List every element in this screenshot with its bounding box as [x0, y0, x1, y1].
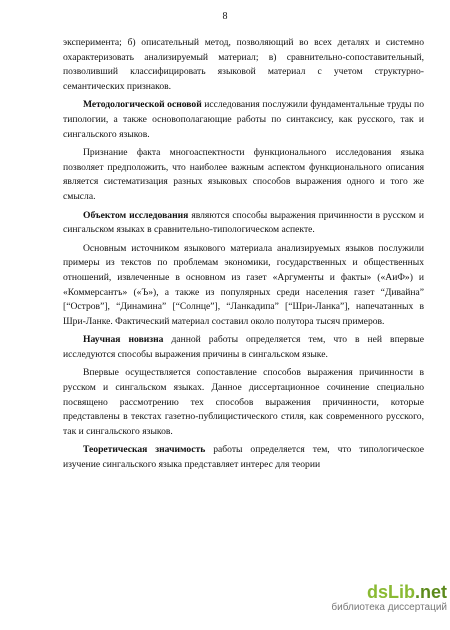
paragraph-comparison	[63, 366, 424, 439]
paragraph-bold-lead: Научная новизна	[83, 334, 164, 346]
paragraph-text: эксперимента; б) описательный метод, позволяющий во всех деталях и системно охарактеризовать анализируемый материал; в) сравнительно-сопоставительный, позволивший классифицировать языковой материал с учетом структурно-семантических признаков.	[63, 37, 424, 92]
paragraph-text: Признание факта многоаспектности функционального исследования языка позволяет предположить, что наиболее важным аспектом функционального описания является систематизация разных языковых способов выражения одного и того же смысла.	[63, 147, 424, 202]
watermark-tagline: библиотека диссертаций	[331, 602, 447, 613]
paragraph-bold-lead: Теоретическая значимость	[83, 444, 206, 456]
watermark-domain-tld: .net	[414, 582, 447, 602]
paragraph-text: являются способы выражения причинности в русском и сингальском языках в сравнительно-типологическом аспекте.	[63, 209, 424, 236]
document-body	[63, 36, 424, 473]
paragraph-theoretical-significance	[63, 443, 424, 472]
paragraph-text: Впервые осуществляется сопоставление способов выражения причинности в русском и сингальском языках. Данное диссертационное сочинение специально посвящено рассмотрению тех способов выражения причинности, которые представлены в текстах газетно-публицистического стиля, как современного русского, так и сингальского языков.	[63, 367, 424, 437]
paragraph-novelty	[63, 333, 424, 362]
dslib-watermark	[317, 582, 447, 614]
page-number: 8	[222, 11, 228, 22]
watermark-domain	[317, 582, 447, 602]
paragraph-text: данной работы определяется тем, что в ней впервые исследуются способы выражения причины в сингальском языке.	[63, 334, 425, 360]
paragraph-bold-lead: Методологической основой	[83, 99, 202, 111]
paragraph-functional-aspect	[63, 146, 424, 204]
paragraph-text: работы определяется тем, что типологическое изучение сингальского языка представляет интерес для теории	[63, 444, 424, 471]
paragraph-text: исследования послужили фундаментальные труды по типологии, а также основополагающие работы по синтаксису, как русского, так и сингальского языков.	[63, 99, 424, 140]
watermark-domain-main: dsLib	[366, 582, 415, 602]
paragraph-material-sources	[63, 242, 424, 330]
paragraph-research-object	[63, 209, 424, 238]
paragraph-bold-lead: Объектом исследования	[83, 209, 189, 221]
paragraph-text: Основным источником языкового материала анализируемых языков послужили примеры из текстов по проблемам экономики, государственных и общественных отношений, извлеченные в основном из газет «Аргументы и факты» («АиФ») и «Коммерсантъ» («Ъ»), а также из популярных среди населения газет “Дивайна” [“Остров”], “Динамина” [“Солнце”], “Ланкадипа” [“Шри-Ланка”], напечатанных в Шри-Ланке. Фактический материал составил около полутора тысяч примеров.	[63, 242, 424, 327]
paragraph-methods	[63, 36, 424, 94]
paragraph-methodological-basis	[63, 98, 424, 142]
